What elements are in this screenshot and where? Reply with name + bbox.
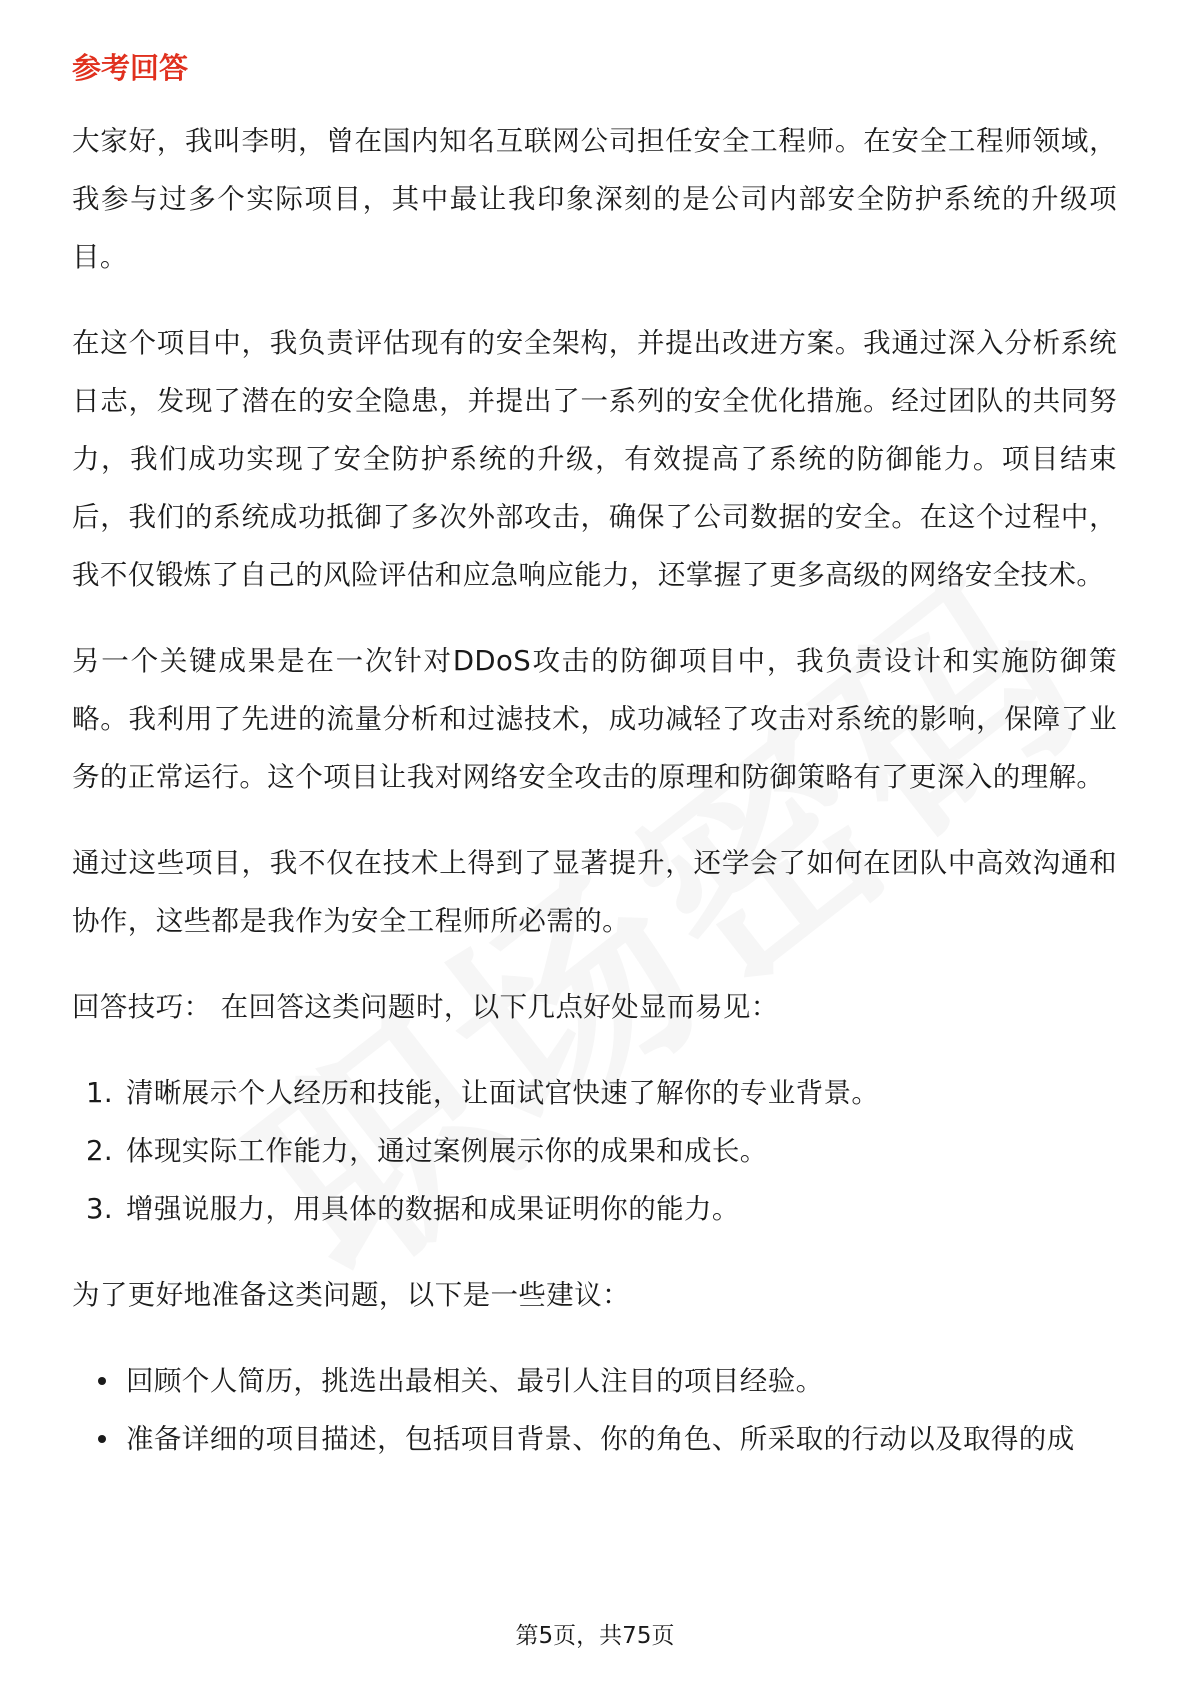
answer-content: [72, 112, 1117, 1468]
suggestions-intro: 为了更好地准备这类问题，以下是一些建议：: [72, 1279, 630, 1311]
bullet-icon: [72, 1410, 126, 1468]
paragraph-project: 在这个项目中，我负责评估现有的安全架构，并提出改进方案。我通过深入分析系统日志，发现了潜在的安全隐患，并提出了一系列的安全优化措施。经过团队的共同努力，我们成功实现了安全防护系统的升级，有效提高了系统的防御能力。项目结束后，我们的系统成功抵御了多次外部攻击，确保了公司数据的安全。在这个过程中，我不仅锻炼了自己的风险评估和应急响应能力，还掌握了更多高级的网络安全技术。: [72, 327, 1117, 591]
list-item-text: 回顾个人简历，挑选出最相关、最引人注目的项目经验。: [126, 1365, 824, 1397]
list-item: [72, 1180, 1117, 1238]
section-title: 参考回答: [72, 51, 189, 85]
list-item-text: 增强说服力，用具体的数据和成果证明你的能力。: [126, 1193, 740, 1225]
list-item-number: 3.: [86, 1193, 114, 1225]
list-item: [72, 1410, 1117, 1468]
tips-list: [72, 1064, 1117, 1238]
page-number: 第5页，共75页: [515, 1623, 675, 1649]
list-item-number: 2.: [86, 1135, 114, 1167]
list-item: [72, 1064, 1117, 1122]
list-item: [72, 1122, 1117, 1180]
suggestions-list: [72, 1352, 1117, 1468]
list-item-number: 1.: [86, 1077, 114, 1109]
list-item-text: 准备详细的项目描述，包括项目背景、你的角色、所采取的行动以及取得的成: [126, 1423, 1075, 1455]
list-item-text: 体现实际工作能力，通过案例展示你的成果和成长。: [126, 1135, 768, 1167]
paragraph-summary: 通过这些项目，我不仅在技术上得到了显著提升，还学会了如何在团队中高效沟通和协作，这些都是我作为安全工程师所必需的。: [72, 847, 1117, 937]
bullet-icon: [72, 1352, 126, 1410]
tips-intro: 回答技巧： 在回答这类问题时，以下几点好处显而易见：: [72, 991, 779, 1023]
paragraph-ddos: 另一个关键成果是在一次针对DDoS攻击的防御项目中，我负责设计和实施防御策略。我利用了先进的流量分析和过滤技术，成功减轻了攻击对系统的影响，保障了业务的正常运行。这个项目让我对网络安全攻击的原理和防御策略有了更深入的理解。: [72, 645, 1117, 793]
list-item-text: 清晰展示个人经历和技能，让面试官快速了解你的专业背景。: [126, 1077, 880, 1109]
list-item: [72, 1352, 1117, 1410]
paragraph-intro: 大家好，我叫李明，曾在国内知名互联网公司担任安全工程师。在安全工程师领域，我参与过多个实际项目，其中最让我印象深刻的是公司内部安全防护系统的升级项目。: [72, 125, 1117, 273]
